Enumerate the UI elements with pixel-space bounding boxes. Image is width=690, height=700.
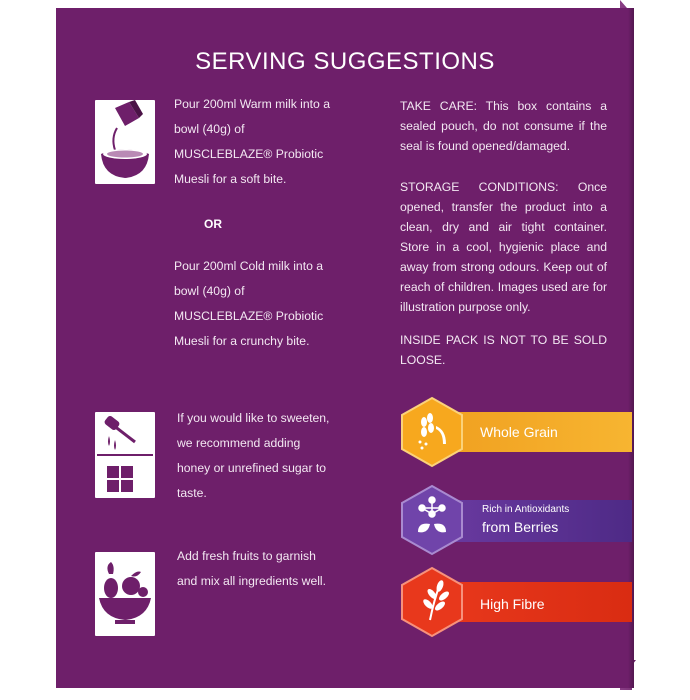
step2-text: Pour 200ml Cold milk into a bowl (40g) of MUSCLEBLAZE® Probiotic Muesli for a crunchy bite. (174, 259, 324, 348)
wheat-icon (400, 396, 464, 468)
badge-label: from Berries (482, 519, 559, 535)
milk-pour-icon (95, 100, 155, 184)
take-care-text: TAKE CARE: This box contains a sealed pouch, do not consume if the seal is found opened/damaged. (400, 99, 607, 153)
badge-antioxidants (400, 484, 632, 535)
badge-label: High Fibre (480, 596, 545, 612)
grain-icon (400, 566, 464, 638)
badge-sublabel: Rich in Antioxidants (482, 504, 570, 515)
honey-sugar-icon (95, 412, 155, 498)
or-divider: OR (204, 217, 222, 231)
badge-label: Whole Grain (480, 424, 558, 440)
badge-whole-grain (400, 402, 632, 446)
inside-pack-text: INSIDE PACK IS NOT TO BE SOLD LOOSE. (400, 333, 607, 367)
sweeten-text: If you would like to sweeten, we recommend adding honey or unrefined sugar to taste. (177, 411, 330, 500)
step1-text: Pour 200ml Warm milk into a bowl (40g) of MUSCLEBLAZE® Probiotic Muesli for a soft bite. (174, 97, 330, 186)
badge-high-fibre (400, 570, 632, 614)
fruit-bowl-icon (95, 552, 155, 636)
page-title: SERVING SUGGESTIONS (195, 48, 495, 75)
storage-text: STORAGE CONDITIONS: Once opened, transfer the product into a clean, dry and air tight container. Store in a cool, hygienic place and away from strong odours. Keep out of reach of children. Images used are for illustration purpose only. (400, 180, 607, 314)
fruit-text: Add fresh fruits to garnish and mix all ingredients well. (177, 549, 327, 588)
molecule-icon (400, 484, 464, 556)
